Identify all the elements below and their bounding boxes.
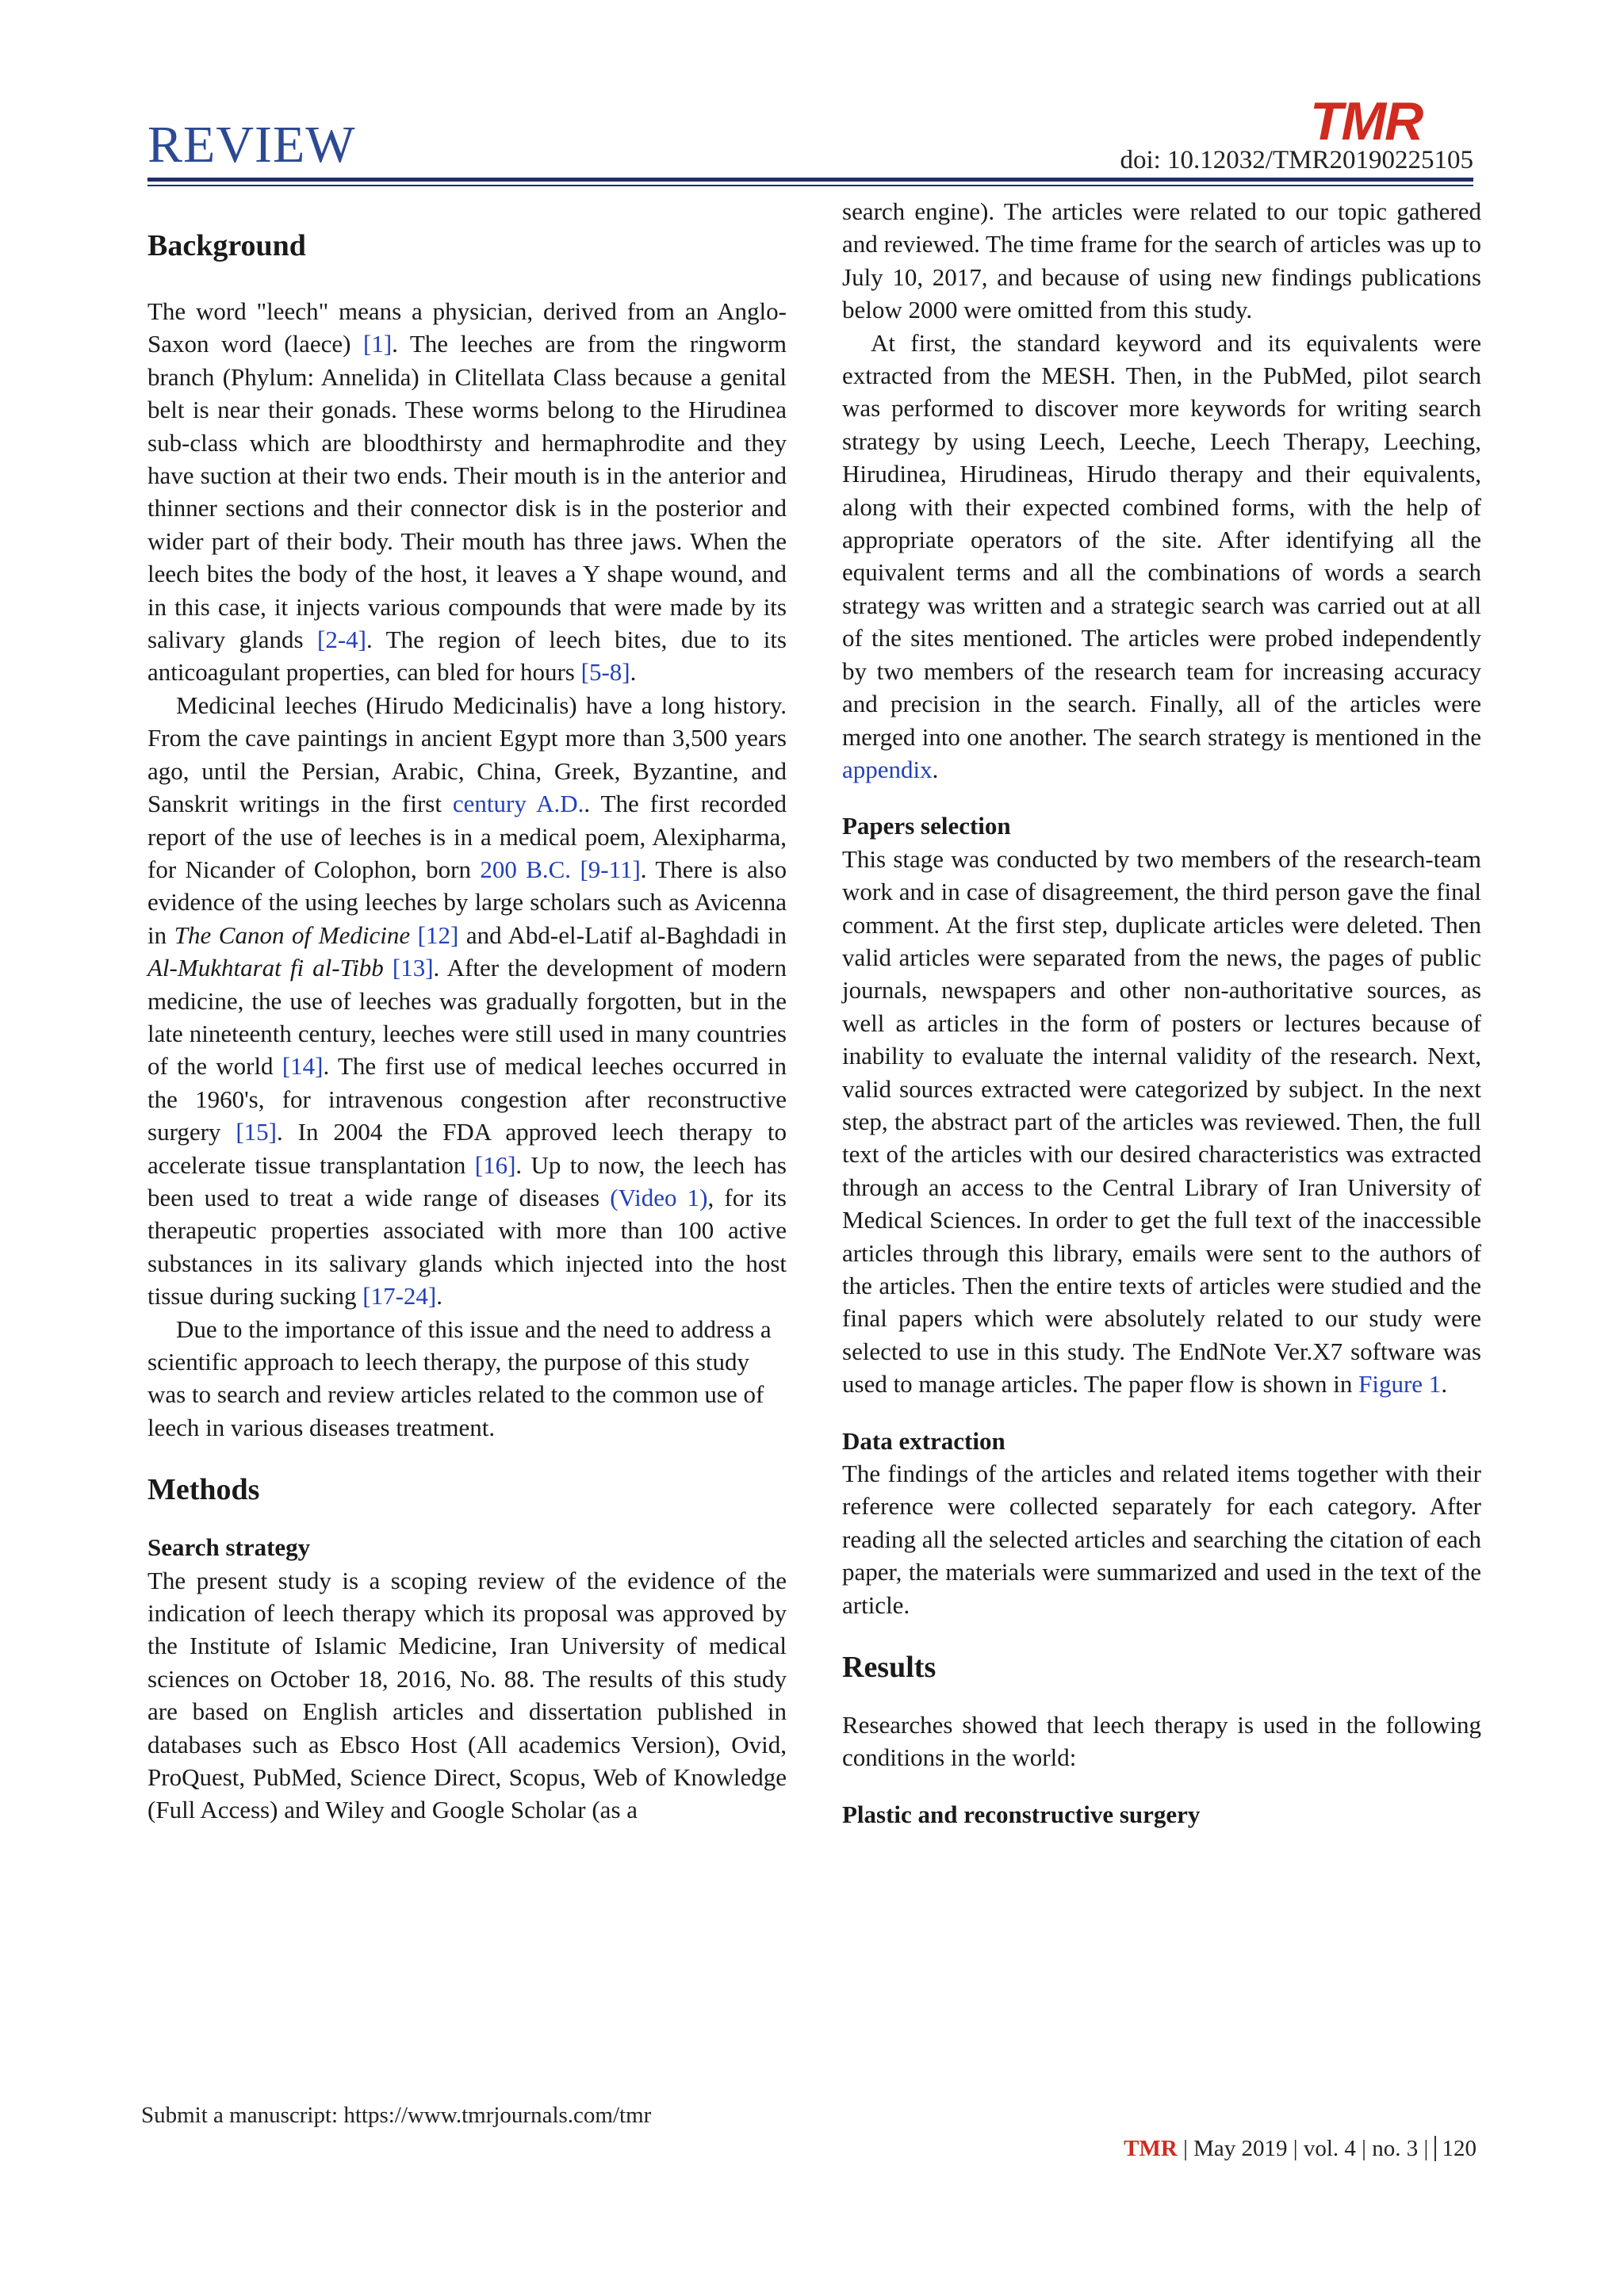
data-extraction-heading: Data extraction [842,1426,1005,1455]
search-strategy-paragraph-2: At first, the standard keyword and its equivalents were extracted from the MESH. Then, in the PubMed, pilot search was performed to discover more keywords for writing search strategy by using Leech, Leeche, Leech Therapy, Leeching, Hirudinea, Hirudineas, Hirudo therapy and their equivalents, along with their expected combined forms, with the help of appropriate operators of the site. After identifying all the equivalent terms and all the combinations of words a search strategy was written and a strategic search was carried out at all of the sites mentioned. The articles were probed independently by two members of the research team for increasing accuracy and precision in the search. Finally, all of the articles were merged into one another. The search strategy is mentioned in the appendix. [842,328,1481,783]
papers-selection-heading: Papers selection [842,812,1011,840]
book-title: Al-Mukhtarat fi al-Tibb [147,954,384,982]
footer-issue: | May 2019 | vol. 4 | no. 3 | [1177,2136,1434,2161]
citation-link[interactable]: [9-11] [580,855,641,883]
citation-link[interactable]: [2-4] [317,626,366,654]
plastic-surgery-heading: Plastic and reconstructive surgery [842,1800,1201,1828]
figure-link[interactable]: Figure 1 [1358,1370,1442,1399]
tmr-logo [1310,97,1470,144]
citation-link[interactable]: [5-8] [580,658,630,687]
appendix-link[interactable]: appendix [842,755,933,783]
footer-journal-info [1124,2136,1477,2162]
background-paragraph-1: The word "leech" means a physician, derived from an Anglo-Saxon word (laece) [1]. The leeches are from the ringworm branch (Phylum: Annelida) in Clitellata Class because a genital belt is near their gonads. These worms belong to the Hirudinea sub-class which are bloodthirsty and hermaphrodite and they have suction at their two ends. Their mouth is in the anterior and thinner sections and their connector disk is in the posterior and wider part of their body. Their mouth has three jaws. When the leech bites the body of the host, it leaves a Y shape wound, and in this case, it injects various compounds that were made by its salivary glands [2-4]. The region of leech bites, due to its anticoagulant properties, can bled for hours [5-8]. [147,297,787,687]
tmr-logo-text: TMR [1310,97,1423,144]
citation-link[interactable]: [1] [363,330,393,358]
section-label: REVIEW [147,116,356,174]
footer-journal: TMR [1124,2136,1178,2161]
search-strategy-heading: Search strategy [147,1533,311,1562]
citation-link[interactable]: [14] [282,1052,324,1081]
papers-selection-paragraph: This stage was conducted by two members of the research-team work and in case of disagreement, the third person gave the final comment. At the first step, duplicate articles were deleted. Then valid articles were separated from the news, the pages of public journals, newspapers and other non-authoritative sources, as well as articles in the form of posters or lectures because of inability to evaluate the internal validity of the research. Next, valid sources extracted were categorized by subject. In the next step, the abstract part of the articles was reviewed. Then, the full text of the articles with our desired characteristics was extracted through an access to the Central Library of Iran University of Medical Sciences. In order to get the full text of the inaccessible articles through this library, emails were sent to the authors of the articles. Then the entire texts of articles were studied and the final papers which were absolutely related to our study were selected to use in this study. The EndNote Ver.X7 software was used to manage articles. The paper flow is shown in Figure 1. [842,844,1481,1399]
citation-link[interactable]: [15] [236,1118,277,1146]
methods-heading: Methods [147,1473,260,1507]
citation-link[interactable]: [13] [392,954,434,982]
book-title: The Canon of Medicine [174,920,411,949]
citation-link[interactable]: [16] [474,1150,516,1179]
header-rule [147,178,1473,182]
data-extraction-paragraph: The findings of the articles and related items together with their reference were collected separately for each category. After reading all the selected articles and searching the citation of each paper, the materials were summarized and used in the text of the article. [842,1460,1481,1619]
left-column [147,228,787,1827]
citation-link[interactable]: [17-24] [362,1282,437,1311]
page-number: 120 [1434,2136,1477,2161]
century-link[interactable]: century A.D. [452,790,584,818]
search-strategy-paragraph-cont: search engine). The articles were related to our topic gathered and reviewed. The time frame for the search of articles was up to July 10, 2017, and because of using new findings publications below 2000 were omitted from this study. [842,197,1481,324]
background-heading: Background [147,229,306,262]
results-heading: Results [842,1651,936,1685]
background-paragraph-3: Due to the importance of this issue and the need to address a scientific approach to leech therapy, the purpose of this study was to search and review articles related to the common use of leech in various diseases treatment. [147,1314,772,1441]
submit-manuscript: Submit a manuscript: https://www.tmrjournals.com/tmr [141,2103,652,2128]
citation-link[interactable]: [12] [417,920,459,949]
doi: doi: 10.12032/TMR20190225105 [1120,146,1473,174]
video-link[interactable]: (Video 1) [610,1183,708,1211]
search-strategy-paragraph: The present study is a scoping review of the evidence of the indication of leech therapy which its proposal was approved by the Institute of Islamic Medicine, Iran University of medical sciences on October 18, 2016, No. 88. The results of this study are based on English articles and dissertation published in databases such as Ebsco Host (All academics Version), Ovid, ProQuest, PubMed, Science Direct, Scopus, Web of Knowledge (Full Access) and Wiley and Google Scholar (as a [147,1566,787,1824]
background-paragraph-2: Medicinal leeches (Hirudo Medicinalis) have a long history. From the cave paintings in ancient Egypt more than 3,500 years ago, until the Persian, Arabic, China, Greek, Byzantine, and Sanskrit writings in the first century A.D.. The first recorded report of the use of leeches is in a medical poem, Alexipharma, for Nicander of Colophon, born 200 B.C. [9-11]. There is also evidence of the using leeches by large scholars such as Avicenna in The Canon of Medicine [12] and Abd-el-Latif al-Baghdadi in Al-Mukhtarat fi al-Tibb [13]. After the development of modern medicine, the use of leeches was gradually forgotten, but in the late nineteenth century, leeches were still used in many countries of the world [14]. The first use of medical leeches occurred in the 1960's, for intravenous congestion after reconstructive surgery [15]. In 2004 the FDA approved leech therapy to accelerate tissue transplantation [16]. Up to now, the leech has been used to treat a wide range of diseases (Video 1), for its therapeutic properties associated with more than 100 active substances in its salivary glands which injected into the host tissue during sucking [17-24]. [147,691,787,1311]
right-column [842,195,1481,1831]
results-paragraph: Researches showed that leech therapy is used in the following conditions in the world: [842,1711,1481,1772]
header-rule-thin [147,185,1473,186]
date-link[interactable]: 200 B.C. [480,855,572,883]
